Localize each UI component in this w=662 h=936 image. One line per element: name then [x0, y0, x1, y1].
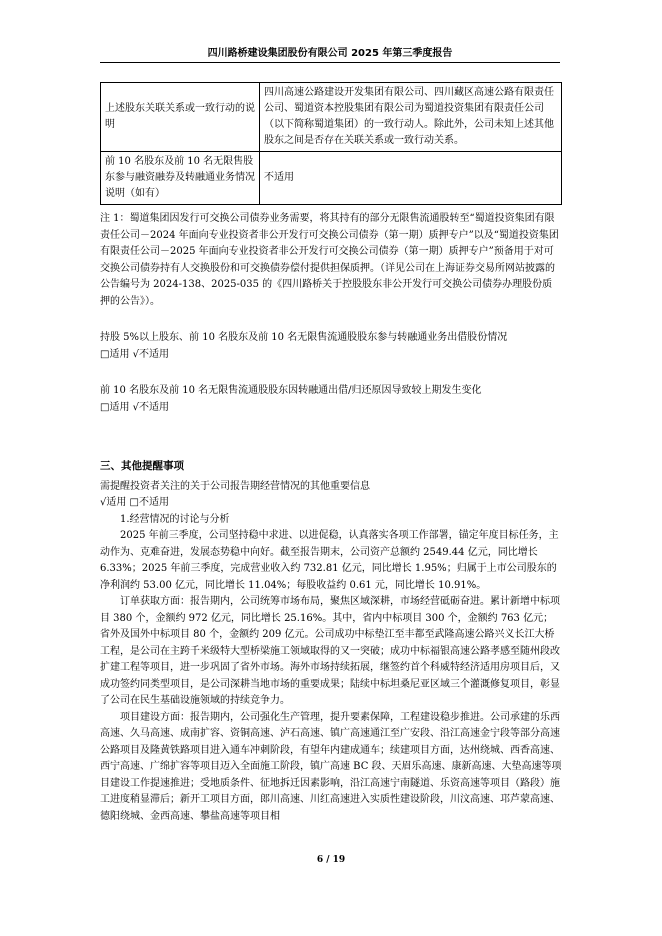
shareholder-relation-table: [100, 82, 562, 205]
change-section: [100, 383, 562, 416]
section-intro: 需提醒投资者关注的关于公司报告期经营情况的其他重要信息: [100, 480, 370, 492]
change-check: □适用 √不适用: [100, 401, 169, 413]
paragraph: 订单获取方面：报告期内，公司统筹市场布局，聚焦区域深耕，市场经营砥砺奋进。累计新增中标项目 380 个，金额约 972 亿元，同比增长 25.16%。其中，省内中标项目 300 个，金额约 763 亿元；省外及国外中标项目 80 个，金额约 209 亿元。公司成功中标垫江至丰都至武隆高速公路兴义长江大桥工程，是公司在主跨千米级特大型桥梁施工领域取得的又一突破；成功中标福银高速公路孝感至随州段改扩建工程等项目，进一步巩固了省外市场。海外市场持续拓展，继签约首个科威特经济适用房项目后，又成功签约同类型项目，是公司深耕当地市场的重要成果；陆续中标坦桑尼亚区域三个灌溉修复项目，彰显了公司在民生基础设施领域的持续竞争力。: [100, 596, 560, 706]
other-reminders-section: [100, 458, 562, 825]
report-header: 四川路桥建设集团股份有限公司 2025 年第三季度报告: [207, 48, 453, 59]
note-text: 注 1：蜀道集团因发行可交换公司债券业务需要，将其持有的部分无限售流通股转至“蜀道投资集团有限责任公司－2024 年面向专业投资者非公开发行可交换公司债券（第一期）质押专户”以及“蜀道投资集团有限责任公司－2025 年面向专业投资者非公开发行可交换公司债券（第一期）质押专户”预备用于对可交换公司债券持有人交换股份和可交换债券偿付提供担保质押。（详见公司在上海证券交易所网站披露的公告编号为 2024-138、2025-035 的《四川路桥关于控股股东非公开发行可交换公司债券办理股份质押的公告》）。: [100, 213, 559, 307]
table-row: [101, 152, 562, 205]
paragraph: 2025 年前三季度，公司坚持稳中求进、以进促稳，认真落实各项工作部署，锚定年度目标任务，主动作为、克难奋进，发展态势稳中向好。截至报告期末，公司资产总额约 2549.44 亿元，同比增长 6.33%；2025 年前三季度，完成营业收入约 732.81 亿元，同比增长 1.95%；归属于上市公司股东的净利润约 53.00 亿元，同比增长 11.04%；每股收益约 0.61 元，同比增长 10.91%。: [100, 530, 559, 591]
header-rule: [100, 62, 560, 63]
change-title: 前 10 名股东及前 10 名无限售流通股股东因转融通出借/归还原因导致较上期发生变化: [100, 385, 482, 396]
lending-section: [100, 330, 562, 363]
section-check: √适用 □不适用: [100, 497, 169, 508]
table-cell-value: 不适用: [260, 152, 562, 205]
lending-check: □适用 √不适用: [100, 348, 169, 360]
table-cell-label: 前 10 名股东及前 10 名无限售股东参与融资融券及转融通业务情况说明（如有）: [101, 152, 260, 205]
table-cell-label: 上述股东关联关系或一致行动的说明: [101, 83, 260, 152]
table-cell-value: 四川高速公路建设开发集团有限公司、四川藏区高速公路有限责任公司、蜀道资本控股集团有限公司为蜀道投资集团有限责任公司（以下简称蜀道集团）的一致行动人。除此外，公司未知上述其他股东之间是否存在关联关系或一致行动关系。: [260, 83, 562, 152]
table-row: [101, 83, 562, 152]
note-block: [100, 211, 562, 310]
lending-title: 持股 5%以上股东、前 10 名股东及前 10 名无限售流通股股东参与转融通业务出借股份情况: [100, 332, 508, 343]
paragraph: 项目建设方面：报告期内，公司强化生产管理，提升要素保障，工程建设稳步推进。公司承建的乐西高速、久马高速、成南扩容、资铜高速、泸石高速、镇广高速通江至广安段、沿江高速金宁段等部分高速公路项目及隆黄铁路项目进入通车冲刺阶段，有望年内建成通车；续建项目方面，达州绕城、西香高速、西宁高速、广绵扩容等项目迈入全面施工阶段，镇广高速 BC 段、天眉乐高速、康新高速、大垫高速等项目建设工作提速推进；受地质条件、征地拆迁因素影响，沿江高速宁南隧道、乐资高速等项目（路段）施工进度稍显滞后；新开工项目方面，郎川高速、川红高速进入实质性建设阶段，川汶高速、邛芦蒙高速、德阳绕城、金西高速、攀盐高速等项目相: [100, 711, 562, 822]
section-heading: 三、其他提醒事项: [100, 460, 184, 472]
subsection-title: 1.经营情况的讨论与分析: [120, 513, 230, 525]
page-number: 6 / 19: [316, 855, 346, 865]
